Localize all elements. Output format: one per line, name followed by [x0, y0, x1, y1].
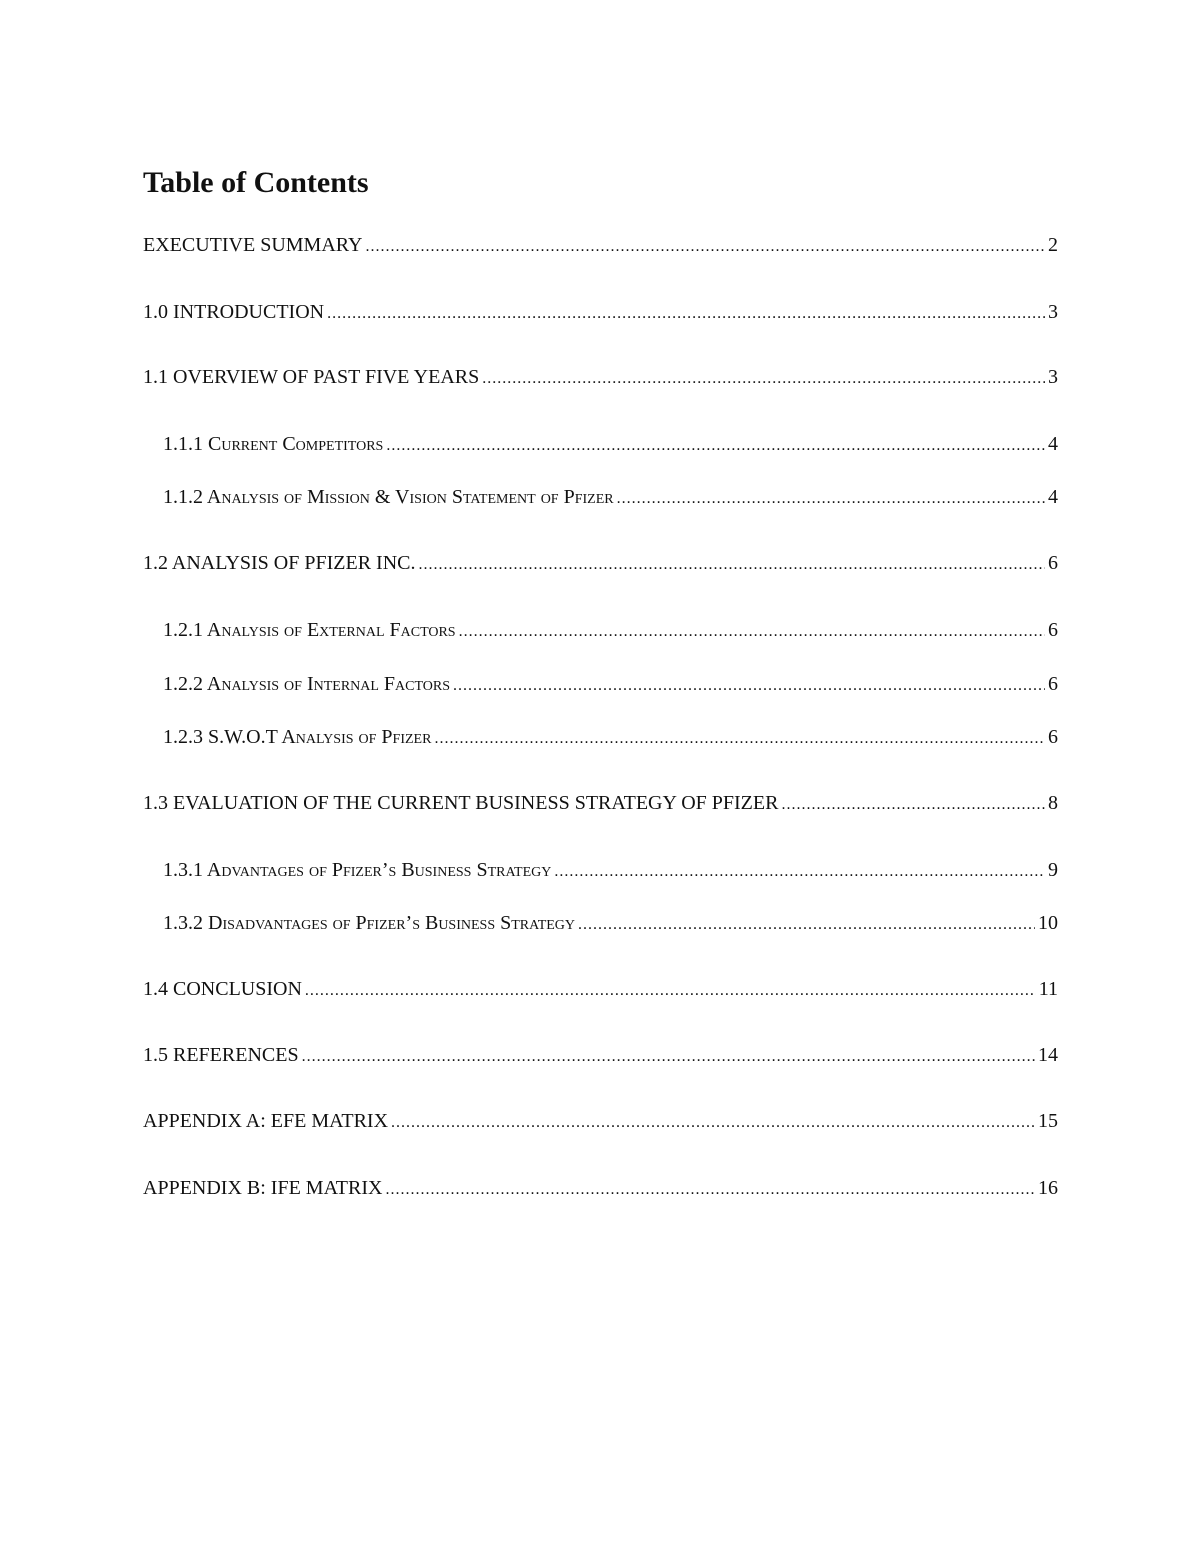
toc-entry-label: 1.3 EVALUATION OF THE CURRENT BUSINESS STRATEGY OF PFIZER: [143, 792, 779, 814]
toc-entry-label: 1.3.1 Advantages of Pfizer’s Business Strategy: [163, 859, 552, 881]
toc-entry-label: 1.5 REFERENCES: [143, 1044, 299, 1066]
toc-entry-references[interactable]: [143, 1042, 1058, 1068]
dot-leader: [434, 726, 1045, 752]
toc-entry-advantages[interactable]: [163, 857, 1058, 883]
dot-leader: [781, 792, 1045, 818]
dot-leader: [459, 619, 1045, 645]
toc-entry-page: 14: [1038, 1044, 1058, 1066]
toc-entry-evaluation[interactable]: [143, 790, 1058, 816]
toc-entry-label: 1.1.1 Current Competitors: [163, 433, 384, 455]
toc-entry-page: 6: [1048, 619, 1058, 641]
toc-entry-page: 10: [1038, 912, 1058, 934]
toc-entry-page: 8: [1048, 792, 1058, 814]
toc-entry-label: 1.2 ANALYSIS OF PFIZER INC.: [143, 552, 416, 574]
toc-entry-internal-factors[interactable]: [163, 671, 1058, 697]
toc-entry-page: 11: [1038, 978, 1058, 1000]
toc-entry-overview[interactable]: [143, 364, 1058, 390]
toc-entry-external-factors[interactable]: [163, 617, 1058, 643]
toc-entry-label: 1.4 CONCLUSION: [143, 978, 302, 1000]
toc-entry-mission-vision[interactable]: [163, 484, 1058, 510]
toc-entry-page: 2: [1048, 234, 1058, 256]
toc-entry-appendix-b[interactable]: [143, 1175, 1058, 1201]
dot-leader: [386, 433, 1045, 459]
toc-entry-label: 1.1 OVERVIEW OF PAST FIVE YEARS: [143, 366, 480, 388]
page-title: Table of Contents: [143, 166, 369, 199]
dot-leader: [302, 1044, 1035, 1070]
dot-leader: [453, 673, 1045, 699]
toc-entry-appendix-a[interactable]: [143, 1108, 1058, 1134]
toc-entry-page: 4: [1048, 433, 1058, 455]
dot-leader: [385, 1177, 1035, 1203]
dot-leader: [327, 301, 1045, 327]
toc-entry-page: 3: [1048, 366, 1058, 388]
dot-leader: [365, 234, 1045, 260]
toc-entry-page: 6: [1048, 552, 1058, 574]
toc-entry-introduction[interactable]: [143, 299, 1058, 325]
toc-entry-page: 3: [1048, 301, 1058, 323]
toc-entry-current-competitors[interactable]: [163, 431, 1058, 457]
toc-entry-label: 1.0 INTRODUCTION: [143, 301, 325, 323]
toc-entry-label: 1.1.2 Analysis of Mission & Vision Statement of Pfizer: [163, 486, 614, 508]
toc-entry-executive-summary[interactable]: [143, 232, 1058, 258]
dot-leader: [391, 1110, 1035, 1136]
toc-entry-label: EXECUTIVE SUMMARY: [143, 234, 363, 256]
dot-leader: [617, 486, 1045, 512]
dot-leader: [554, 859, 1045, 885]
toc-entry-page: 6: [1048, 673, 1058, 695]
dot-leader: [578, 912, 1035, 938]
toc-entry-page: 6: [1048, 726, 1058, 748]
toc-entry-label: APPENDIX B: IFE MATRIX: [143, 1177, 383, 1199]
toc-entry-label: 1.2.2 Analysis of Internal Factors: [163, 673, 451, 695]
toc-entry-page: 15: [1038, 1110, 1058, 1132]
toc-entry-label: 1.3.2 Disadvantages of Pfizer’s Business Strategy: [163, 912, 576, 934]
dot-leader: [418, 552, 1045, 578]
dot-leader: [482, 366, 1045, 392]
toc-entry-label: APPENDIX A: EFE MATRIX: [143, 1110, 389, 1132]
toc-entry-page: 16: [1038, 1177, 1058, 1199]
toc-entry-disadvantages[interactable]: [163, 910, 1058, 936]
toc-entry-label: 1.2.3 S.W.O.T Analysis of Pfizer: [163, 726, 432, 748]
toc-entry-page: 4: [1048, 486, 1058, 508]
toc-entry-page: 9: [1048, 859, 1058, 881]
toc-entry-analysis-pfizer[interactable]: [143, 550, 1058, 576]
toc-entry-conclusion[interactable]: [143, 976, 1058, 1002]
toc-entry-swot[interactable]: [163, 724, 1058, 750]
dot-leader: [305, 978, 1036, 1004]
toc-entry-label: 1.2.1 Analysis of External Factors: [163, 619, 456, 641]
